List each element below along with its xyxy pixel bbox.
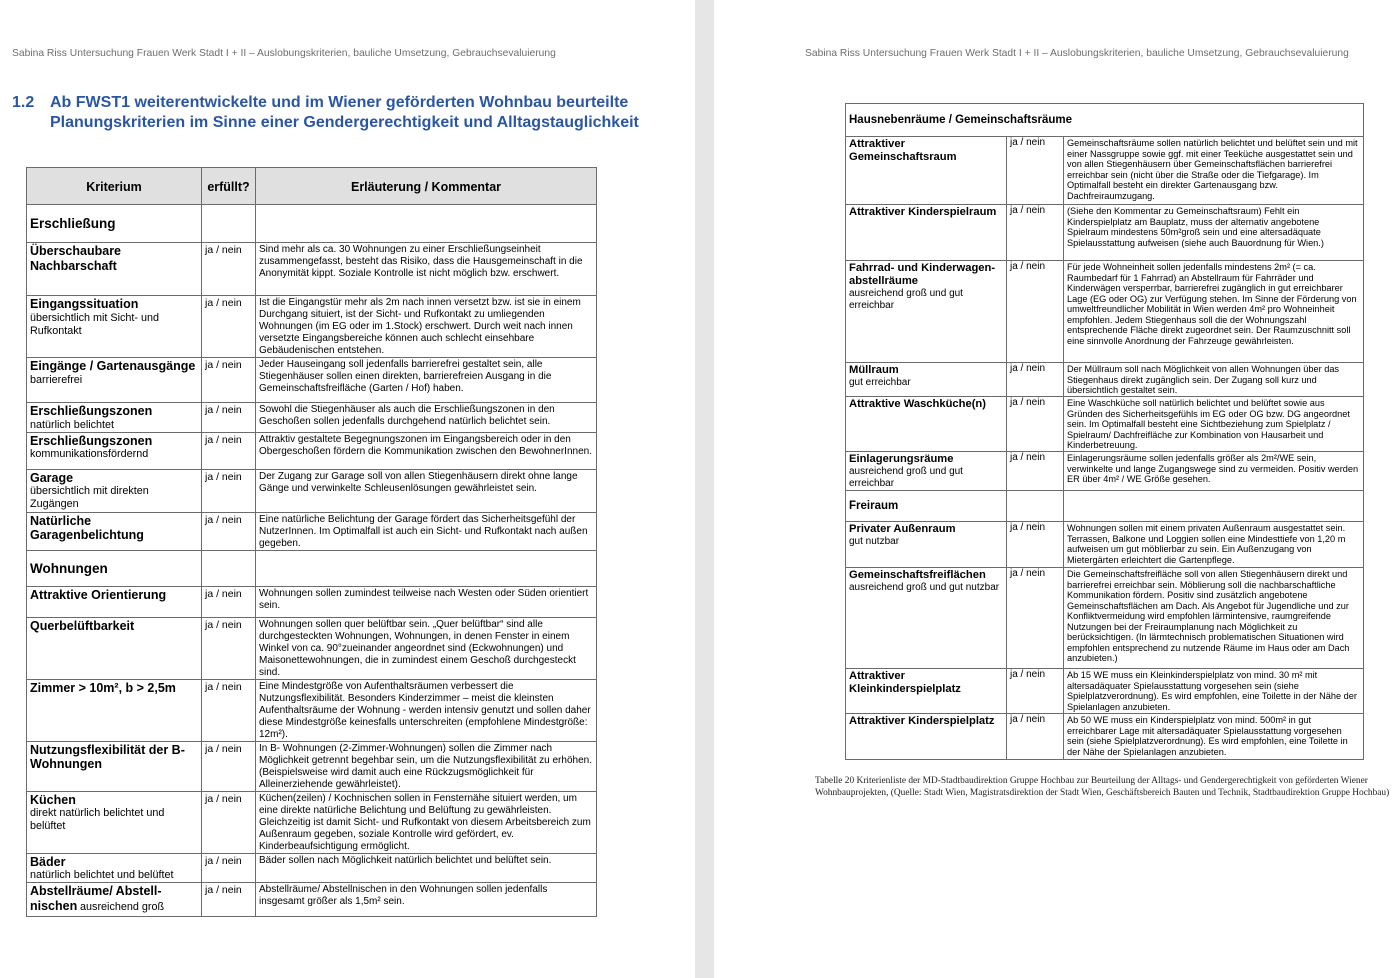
comment-cell: Der Zugang zur Garage soll von allen Stiegenhäusern direkt ohne lange Gänge und verwinkelte Schleusenlösungen gewährleistet sein. <box>256 469 597 512</box>
table-row <box>846 714 1364 760</box>
criteria-table-continued <box>845 103 1364 760</box>
table-row: Gemeinschaftsfreiflächen ausreichend groß und gut nutzbar ja / nein Die Gemeinschaftsfreifläche soll von allen Stiegenhäusern direkt und barrierefrei erreichbar sein. Möblierung soll die nachbarschaftliche Kommunikation fördern. Positiv sind zusätzlich angebotene Gemeinschaftsflächen am Dach. Als Angebot für Jugendliche und zur Konfliktvermeidung wird empfohlen lärmintensive, raumgreifende Nutzungen bei der Freiraumplanung nach Möglichkeit zu berücksichtigen. (In lärmtechnisch problematischen Situationen wird empfohlen entsprechend zu nutzende Räume im Haus oder am Dach anzubieten.) <box>846 568 1364 669</box>
yes-no-cell: ja / nein <box>202 432 256 469</box>
table-row <box>846 669 1364 714</box>
table-row: Einlagerungsräume ausreichend groß und gut erreichbar ja / nein Einlagerungsräume sollen jedenfalls größer als 2m²/WE sein, verwinkelte und lange Zugangswege sind zu vermeiden. Positiv werden ER über 4m² / WE Größe gesehen. <box>846 452 1364 491</box>
yes-no-cell: ja / nein <box>1007 261 1064 363</box>
table-row <box>846 137 1364 205</box>
group-row <box>846 104 1364 137</box>
criterion-label: Müllraum <box>849 364 899 376</box>
comment-cell: Wohnungen sollen zumindest teilweise nach Westen oder Süden orientiert sein. <box>256 586 597 617</box>
group-row <box>846 491 1364 522</box>
table-row: Abstellräume/ Abstell-nischen ausreichend groß ja / nein Abstellräume/ Abstellnischen in den Wohnungen sollen jedenfalls insgesamt größer als 1,5m² sein. <box>27 883 597 917</box>
table-row: Bäder natürlich belichtet und belüftet ja / nein Bäder sollen nach Möglichkeit natürlich belichtet und belüftet sein. <box>27 853 597 883</box>
comment-cell: Eine natürliche Belichtung der Garage fördert das Sicherheitsgefühl der NutzerInnen. Im Optimalfall ist auch ein Sicht- und Rufkontakt nach außen gegeben. <box>256 512 597 550</box>
comment-cell: In B- Wohnungen (2-Zimmer-Wohnungen) sollen die Zimmer nach Möglichkeit getrennt begehbar sein, um die Nutzungsflexibilität zu erhöhen. (Beispielsweise wird damit auch eine Rückzugsmöglichkeit für Alleinerziehende gewährleistet). <box>256 741 597 791</box>
criterion-label: Überschaubare Nachbarschaft <box>30 244 122 273</box>
table-row <box>846 397 1364 452</box>
table-row: Erschließungszonen kommunikationsfördernd ja / nein Attraktiv gestaltete Begegnungszonen im Eingangsbereich oder in den Obergeschoßen fördern die Kommunikation zwischen den BewohnerInnen. <box>27 432 597 469</box>
table-row: Privater Außenraum gut nutzbar ja / nein Wohnungen sollen mit einem privaten Außenraum ausgestattet sein. Terrassen, Balkone und Loggien sollen eine Mindesttiefe von 1,20 m aufweisen um gut möblierbar zu sein. Ein Außenzugang von Mietergärten erleichtert die Gartenpflege. <box>846 522 1364 568</box>
yes-no-cell: ja / nein <box>1007 568 1064 669</box>
criterion-label: Abstellräume/ Abstell-nischen <box>30 884 162 913</box>
comment-cell: Wohnungen sollen quer belüftbar sein. „Quer belüftbar“ sind alle durchgesteckten Wohnungen, Wohnungen, in denen Fenster in einem Winkel von ca. 90°zueinander angeordnet sind (Eckwohnungen) und Maisonettewohnungen, die in zumindest einem Geschoß durchgesteckt sind. <box>256 617 597 679</box>
running-header: Sabina Riss Untersuchung Frauen Werk Stadt I + II – Auslobungskriterien, bauliche Umsetzung, Gebrauchsevaluierung <box>12 48 556 59</box>
table-row: Küchen direkt natürlich belichtet und belüftet ja / nein Küchen(zeilen) / Kochnischen sollen in Fensternähe situiert werden, um eine direkte natürliche Belichtung und Belüftung zu gewährleisten. Gleichzeitig ist damit Sicht- und Rufkontakt von diesem Arbeitsbereich zum Außenraum gegeben, soziale Kontrolle wird gefördert, ev. Kinderbeaufsichtigung ermöglicht. <box>27 791 597 853</box>
table-row: Fahrrad- und Kinderwagen-abstellräume ausreichend groß und gut erreichbar ja / nein Für jede Wohneinheit sollen jedenfalls mindestens 2m² (= ca. Raumbedarf für 1 Fahrrad) an Abstellraum für Fahrräder und Kinderwägen versperrbar, barrierefrei zugänglich in gut erreichbarer Lage (EG oder OG) zur Verfügung stehen. Im Sinne der Förderung von umweltfreundlicher Mobilität in Wien werden 4m² pro Wohneinheit empfohlen. Jedem Stiegenhaus soll die der Wohnungszahl entsprechende Fläche direkt zugeordnet sein. Der Raumzuschnitt soll eine sinnvolle Anordnung der Fahrzeuge gewährleisten. <box>846 261 1364 363</box>
comment-cell: Attraktiv gestaltete Begegnungszonen im Eingangsbereich oder in den Obergeschoßen fördern die Kommunikation zwischen den BewohnerInnen. <box>256 432 597 469</box>
table-row: Müllraum gut erreichbar ja / nein Der Müllraum soll nach Möglichkeit von allen Wohnungen über das Stiegenhaus direkt zugänglich sein. Der Zugang soll kurz und übersichtlich gestaltet sein. <box>846 363 1364 397</box>
table-row <box>27 243 597 296</box>
yes-no-cell: ja / nein <box>202 512 256 550</box>
comment-cell: Eine Mindestgröße von Aufenthaltsräumen verbessert die Nutzungsflexibilität. Besonders Kinderzimmer – meist die kleinsten Aufenthaltsräume der Wohnung - werden intensiv genutzt und sollen daher diese Mindestgröße keinesfalls unterschreiten (empfohlene Mindestgröße: 12m²). <box>256 679 597 741</box>
yes-no-cell: ja / nein <box>202 469 256 512</box>
table-caption: Tabelle 20 Kriterienliste der MD-Stadtbaudirektion Gruppe Hochbau zur Beurteilung der Alltags- und Gendergerechtigkeit von geförderten Wiener Wohnbauprojekten, (Quelle: Stadt Wien, Magistratsdirektion der Stadt Wien, Geschäftsbereich Bauten und Technik, Stadtbaudirektion Gruppe Hochbau) <box>815 776 1390 798</box>
criterion-label: Erschließungszonen <box>30 404 153 418</box>
header-criterion: Kriterium <box>27 168 202 205</box>
header-fulfilled: erfüllt? <box>202 168 256 205</box>
criterion-label: Nutzungsflexibilität der B-Wohnungen <box>30 742 185 771</box>
table-row <box>27 741 597 791</box>
yes-no-cell: ja / nein <box>202 791 256 853</box>
criterion-label: Attraktive Waschküche(n) <box>849 398 986 410</box>
yes-no-cell: ja / nein <box>1007 452 1064 491</box>
criterion-label: Küchen <box>30 792 76 807</box>
group-label: Freiraum <box>846 491 1007 522</box>
comment-cell: Einlagerungsräume sollen jedenfalls größer als 2m²/WE sein, verwinkelte und lange Zugangswege sind zu vermeiden. Positiv werden ER über 4m² / WE Größe gesehen. <box>1064 452 1364 491</box>
table-row: Erschließungszonen natürlich belichtet ja / nein Sowohl die Stiegenhäuser als auch die Erschließungszonen in den Geschoßen sollen jedenfalls durchgehend natürlich belichtet sein. <box>27 403 597 433</box>
group-label: Wohnungen <box>27 550 202 586</box>
document-page-right <box>714 0 1396 978</box>
criterion-label: Querbelüftbarkeit <box>30 618 135 633</box>
comment-cell: (Siehe den Kommentar zu Gemeinschaftsraum) Fehlt ein Kinderspielplatz am Bauplatz, muss der alternativ angebotene Spielraum mindestens 50m²groß sein und eine altersadäquate Spielausstattung aufweisen (siehe auch Bauordnung für Wien.) <box>1064 205 1364 261</box>
yes-no-cell: ja / nein <box>202 853 256 883</box>
criterion-label: Erschließungszonen <box>30 433 153 448</box>
table-row <box>27 512 597 550</box>
criterion-label: Natürliche Garagenbelichtung <box>30 513 144 542</box>
header-comment: Erläuterung / Kommentar <box>256 168 597 205</box>
comment-cell: Eine Waschküche soll natürlich belichtet und belüftet sowie aus Gründen des Sicherheitsgefühls im EG oder OG bzw. DG angeordnet sein. Im Optimalfall besteht eine Sichtbeziehung zum Spielplatz / Spielraum/ Dachfreifläche zur Kombination von Hausarbeit und Kinderbetreuung. <box>1064 397 1364 452</box>
comment-cell: Sowohl die Stiegenhäuser als auch die Erschließungszonen in den Geschoßen sollen jedenfalls durchgehend natürlich belichtet sein. <box>256 403 597 433</box>
criterion-label: Attraktiver Kleinkinderspielplatz <box>849 670 961 695</box>
comment-cell: Sind mehr als ca. 30 Wohnungen zu einer Erschließungseinheit zusammengefasst, besteht das Risiko, dass die Hausgemeinschaft in die Anonymität kippt. Soziale Kontrolle ist nicht möglich bzw. erschwert. <box>256 243 597 296</box>
document-page-left <box>0 0 695 978</box>
criterion-label: Fahrrad- und Kinderwagen-abstellräume <box>849 262 996 287</box>
yes-no-cell: ja / nein <box>1007 669 1064 714</box>
criterion-label: Eingangssituation <box>30 297 139 311</box>
yes-no-cell: ja / nein <box>1007 397 1064 452</box>
criterion-label: Zimmer > 10m², b > 2,5m <box>30 680 176 695</box>
comment-cell: Bäder sollen nach Möglichkeit natürlich belichtet und belüftet sein. <box>256 853 597 883</box>
comment-cell: Küchen(zeilen) / Kochnischen sollen in Fensternähe situiert werden, um eine direkte natürliche Belichtung und Belüftung zu gewährleisten. Gleichzeitig ist damit Sicht- und Rufkontakt von diesem Arbeitsbereich zum Außenraum gegeben, soziale Kontrolle wird gefördert, ev. Kinderbeaufsichtigung ermöglicht. <box>256 791 597 853</box>
yes-no-cell: ja / nein <box>202 358 256 403</box>
yes-no-cell: ja / nein <box>202 883 256 917</box>
group-row <box>27 205 597 243</box>
group-label: Erschließung <box>27 205 202 243</box>
yes-no-cell: ja / nein <box>202 296 256 358</box>
yes-no-cell: ja / nein <box>1007 205 1064 261</box>
table-row <box>27 617 597 679</box>
yes-no-cell: ja / nein <box>202 586 256 617</box>
comment-cell: Der Müllraum soll nach Möglichkeit von allen Wohnungen über das Stiegenhaus direkt zugänglich sein. Der Zugang soll kurz und übersichtlich gestaltet sein. <box>1064 363 1364 397</box>
comment-cell: Ab 50 WE muss ein Kinderspielplatz von mind. 500m² in gut erreichbarer Lage mit altersadäquater Spielausstattung vorgesehen sein (siehe Spielplatzverordnung). Es wird empfohlen, eine Toilette in der Nähe der Spielanlagen anzubieten. <box>1064 714 1364 760</box>
table-row <box>27 679 597 741</box>
criterion-label: Attraktiver Kinderspielraum <box>849 206 997 218</box>
group-row <box>27 550 597 586</box>
table-row <box>27 586 597 617</box>
comment-cell: Gemeinschaftsräume sollen natürlich belichtet und belüftet sein und mit einer Nassgruppe sowie ggf. mit einer Teeküche ausgestattet sein und von allen Stiegenhäusern über Gemeinschaftsflächen barrierefrei erreichbar sein (nicht über die Straße oder die Tiefgarage). Im Optimalfall besteht ein direkter Gartenausgang bzw. Dachfreiraumzugang. <box>1064 137 1364 205</box>
criterion-label: Attraktiver Gemeinschaftsraum <box>849 138 957 163</box>
table-row: Garage übersichtlich mit direkten Zugängen ja / nein Der Zugang zur Garage soll von allen Stiegenhäusern direkt ohne lange Gänge und verwinkelte Schleusenlösungen gewährleistet sein. <box>27 469 597 512</box>
yes-no-cell: ja / nein <box>1007 522 1064 568</box>
running-header: Sabina Riss Untersuchung Frauen Werk Stadt I + II – Auslobungskriterien, bauliche Umsetzung, Gebrauchsevaluierung <box>805 48 1349 59</box>
comment-cell: Für jede Wohneinheit sollen jedenfalls mindestens 2m² (= ca. Raumbedarf für 1 Fahrrad) an Abstellraum für Fahrräder und Kinderwägen versperrbar, barrierefrei zugänglich in gut erreichbarer Lage (EG oder OG) zur Verfügung stehen. Im Sinne der Förderung von umweltfreundlicher Mobilität in Wien werden 4m² pro Wohneinheit empfohlen. Jedem Stiegenhaus soll die der Wohnungszahl entsprechende Fläche direkt zugeordnet sein. Der Raumzuschnitt soll eine sinnvolle Anordnung der Fahrzeuge gewährleisten. <box>1064 261 1364 363</box>
group-label: Hausnebenräume / Gemeinschaftsräume <box>846 104 1364 137</box>
criterion-label: Einlagerungsräume <box>849 453 954 465</box>
criterion-label: Gemeinschaftsfreiflächen <box>849 569 986 581</box>
comment-cell: Ist die Eingangstür mehr als 2m nach innen versetzt bzw. ist sie in einem Durchgang situiert, ist der Sicht- und Rufkontakt zu umliegenden Wohnungen (im EG oder im 1.Stock) erschwert. Durch weit nach innen versetzte Eingangsbereiche können auch schlecht einsehbare Gebäudenischen entstehen. <box>256 296 597 358</box>
criterion-label: Eingänge / Gartenausgänge <box>30 359 196 373</box>
yes-no-cell: ja / nein <box>202 403 256 433</box>
yes-no-cell: ja / nein <box>202 679 256 741</box>
comment-cell: Ab 15 WE muss ein Kleinkinderspielplatz von mind. 30 m² mit altersadäquater Spielausstattung vorgesehen sein (siehe Spielplatzverordnung). Es wird empfohlen, eine Toilette in der Nähe der Spielanlagen anzubieten. <box>1064 669 1364 714</box>
yes-no-cell: ja / nein <box>1007 363 1064 397</box>
comment-cell: Jeder Hauseingang soll jedenfalls barrierefrei gestaltet sein, alle Stiegenhäuser sollen einen direkten, barrierefreien Ausgang in die Gemeinschaftsfreifläche (Garten / Hof) haben. <box>256 358 597 403</box>
comment-cell: Wohnungen sollen mit einem privaten Außenraum ausgestattet sein. Terrassen, Balkone und Loggien sollen eine Mindesttiefe von 1,20 m aufweisen um gut möblierbar zu sein. Ein Außenzugang von Mietergärten erleichtert die Gartenpflege. <box>1064 522 1364 568</box>
criterion-label: Attraktive Orientierung <box>30 587 167 602</box>
criterion-label: Garage <box>30 470 74 485</box>
comment-cell: Die Gemeinschaftsfreifläche soll von allen Stiegenhäusern direkt und barrierefrei erreichbar sein. Möblierung soll die nachbarschaftliche Kommunikation fördern. Positiv sind zusätzlich angebotene Gemeinschaftsflächen am Dach. Als Angebot für Jugendliche und zur Konfliktvermeidung wird empfohlen lärmintensive, raumgreifende Nutzungen bei der Freiraumplanung nach Möglichkeit zu berücksichtigen. (In lärmtechnisch problematischen Situationen wird empfohlen entsprechend zu nutzende Räume im Haus oder am Dach anzubieten.) <box>1064 568 1364 669</box>
section-number: 1.2 <box>12 94 35 111</box>
yes-no-cell: ja / nein <box>202 243 256 296</box>
table-row <box>846 205 1364 261</box>
criterion-label: Privater Außenraum <box>849 523 956 535</box>
criteria-table <box>26 167 597 917</box>
yes-no-cell: ja / nein <box>1007 137 1064 205</box>
criterion-label: Bäder <box>30 854 66 869</box>
table-row: Eingangssituation übersichtlich mit Sicht- und Rufkontakt ja / nein Ist die Eingangstür mehr als 2m nach innen versetzt bzw. ist sie in einem Durchgang situiert, ist der Sicht- und Rufkontakt zu umliegenden Wohnungen (im EG oder im 1.Stock) erschwert. Durch weit nach innen versetzte Eingangsbereiche können auch schlecht einsehbare Gebäudenischen entstehen. <box>27 296 597 358</box>
yes-no-cell: ja / nein <box>1007 714 1064 760</box>
section-title: Ab FWST1 weiterentwickelte und im Wiener geförderten Wohnbau beurteilte Planungskriterien im Sinne einer Gendergerechtigkeit und Alltagstauglichkeit <box>50 94 639 131</box>
yes-no-cell: ja / nein <box>202 741 256 791</box>
table-row: Eingänge / Gartenausgänge barrierefrei ja / nein Jeder Hauseingang soll jedenfalls barrierefrei gestaltet sein, alle Stiegenhäuser sollen einen direkten, barrierefreien Ausgang in die Gemeinschaftsfreifläche (Garten / Hof) haben. <box>27 358 597 403</box>
criterion-label: Attraktiver Kinderspielplatz <box>849 715 995 727</box>
comment-cell: Abstellräume/ Abstellnischen in den Wohnungen sollen jedenfalls insgesamt größer als 1,5m² sein. <box>256 883 597 917</box>
yes-no-cell: ja / nein <box>202 617 256 679</box>
